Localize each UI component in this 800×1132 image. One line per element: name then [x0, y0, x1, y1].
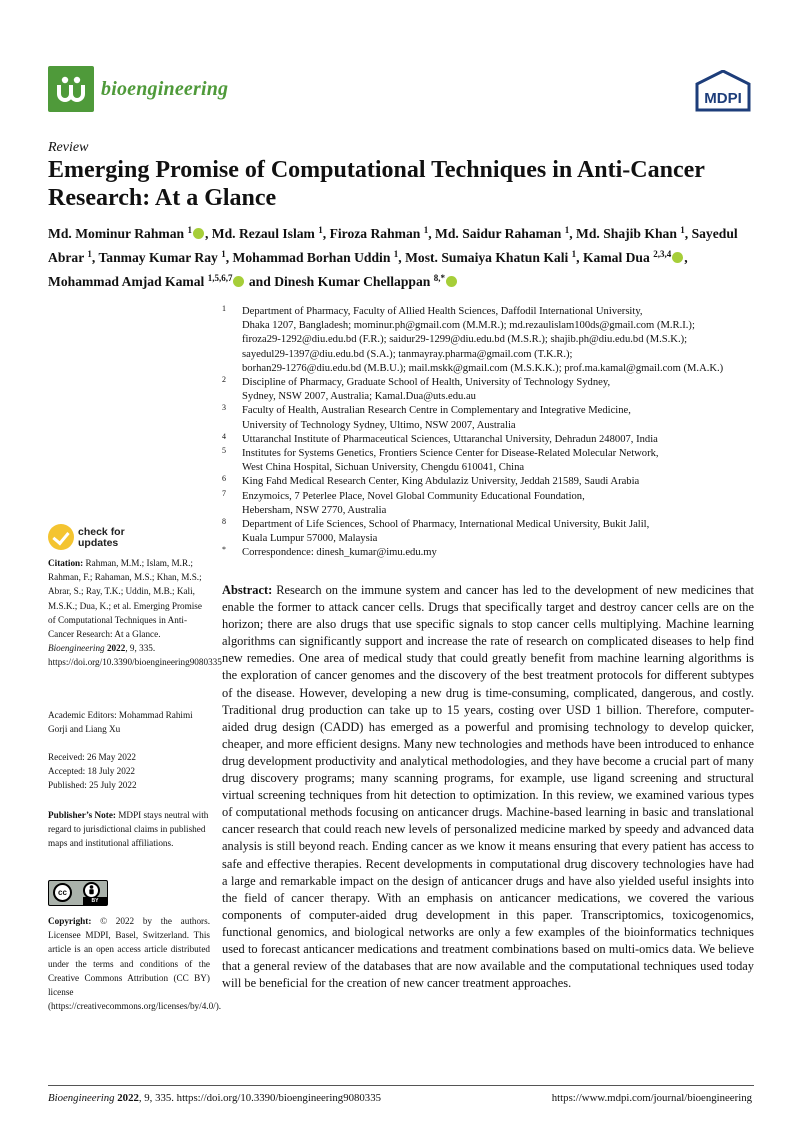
author-separator: , — [428, 226, 436, 241]
author-separator: and — [245, 274, 275, 289]
affiliation-line: Dhaka 1207, Bangladesh; mominur.ph@gmail.com (M.M.R.); md.rezaulislam100ds@gmail.com (M.R.I.); — [242, 320, 695, 332]
author-name: Md. Shajib Khan — [576, 226, 677, 241]
affiliation-line: King Fahd Medical Research Center, King Abdulaziz University, Jeddah 21589, Saudi Arabia — [242, 476, 640, 488]
check-updates-label: check for updates — [78, 526, 125, 549]
author-separator: , — [576, 250, 583, 265]
affiliation-number: 6 — [222, 474, 226, 484]
author-name: Mohammad Amjad Kamal — [48, 274, 205, 289]
affiliation-line: West China Hospital, Sichuan University, Chengdu 610041, China — [242, 462, 525, 474]
cc-icon: cc — [53, 883, 72, 902]
author-affiliation-sup: 1 — [187, 225, 192, 235]
footer-citation: Bioengineering 2022, 9, 335. https://doi.org/10.3390/bioengineering9080335 — [48, 1092, 381, 1104]
author-separator: , — [91, 250, 99, 265]
author-affiliation-sup: 1 — [680, 225, 685, 235]
author-affiliation-sup: 1 — [423, 225, 429, 235]
journal-name: bioengineering — [101, 78, 229, 100]
affiliation-item — [222, 546, 762, 560]
orcid-icon[interactable] — [193, 228, 204, 239]
author-name: Md. Rezaul Islam — [211, 226, 315, 241]
author-name: Mohammad Borhan Uddin — [232, 250, 391, 265]
affiliation-line: University of Technology Sydney, Ultimo, NSW 2007, Australia — [242, 419, 516, 431]
publisher-note: Publisher’s Note: MDPI stays neutral with regard to jurisdictional claims in published maps and institutional affiliations. — [48, 810, 209, 849]
affiliation-line: firoza29-1292@diu.edu.bd (F.R.); saidur29-1299@diu.edu.bd (M.S.R.); shajib.ph@diu.edu.bd (M.S.K.); — [242, 334, 688, 346]
published-date: Published: 25 July 2022 — [48, 780, 137, 791]
footer-divider — [48, 1085, 754, 1086]
received-date: Received: 26 May 2022 — [48, 752, 137, 762]
affiliation-line: Department of Pharmacy, Faculty of Allied Health Sciences, Daffodil International University, — [242, 306, 643, 317]
affiliation-number: 8 — [222, 517, 226, 527]
affiliation-line: Institutes for Systems Genetics, Frontiers Science Center for Disease-Related Molecular Network, — [242, 448, 659, 460]
author-name: Kamal Dua — [582, 250, 650, 265]
affiliation-number: 3 — [222, 403, 226, 413]
author-affiliation-sup: 2,3,4 — [653, 249, 672, 259]
author-affiliation-sup: 8,* — [433, 273, 445, 283]
affiliation-line: Discipline of Pharmacy, Graduate School of Health, University of Technology Sydney, — [242, 377, 611, 389]
affiliation-line: Department of Life Sciences, School of Pharmacy, International Medical University, Bukit Jalil, — [242, 519, 650, 531]
abstract-label: Abstract: — [222, 583, 273, 597]
affiliation-item — [222, 518, 762, 546]
affiliation-item — [222, 376, 762, 404]
author-affiliation-sup: 1 — [571, 249, 577, 259]
footer-journal-link[interactable]: https://www.mdpi.com/journal/bioengineering — [551, 1092, 752, 1104]
affiliation-line: Sydney, NSW 2007, Australia; Kamal.Dua@uts.edu.au — [242, 391, 476, 403]
orcid-icon[interactable] — [672, 252, 683, 263]
journal-logo-icon — [48, 66, 94, 112]
affiliation-number: * — [222, 545, 226, 555]
author-name: Most. Sumaiya Khatun Kali — [405, 250, 569, 265]
affiliation-line: Faculty of Health, Australian Research Centre in Complementary and Integrative Medicine, — [242, 405, 631, 417]
author-list — [48, 220, 754, 292]
checkmark-icon — [48, 524, 74, 550]
author-name: Firoza Rahman — [329, 226, 421, 241]
abstract — [222, 582, 754, 992]
affiliation-line: Hebersham, NSW 2770, Australia — [242, 504, 387, 516]
author-separator: , — [225, 250, 233, 265]
affiliation-item — [222, 490, 762, 518]
author-name: Dinesh Kumar Chellappan — [274, 274, 431, 289]
affiliation-number: 2 — [222, 375, 226, 385]
mdpi-logo-text: MDPI — [704, 90, 742, 107]
affiliation-item — [222, 433, 762, 447]
author-name: Md. Mominur Rahman — [48, 226, 185, 241]
affiliation-number: 7 — [222, 488, 226, 498]
academic-editors: Academic Editors: Mohammad Rahimi Gorji and Liang Xu — [48, 710, 193, 735]
author-name: Tanmay Kumar Ray — [98, 250, 218, 265]
article-type: Review — [48, 140, 89, 155]
affiliation-line: Kuala Lumpur 57000, Malaysia — [242, 533, 378, 545]
affiliation-line: Correspondence: dinesh_kumar@imu.edu.my — [242, 547, 437, 559]
author-affiliation-sup: 1 — [393, 249, 399, 259]
affiliation-number: 5 — [222, 446, 226, 456]
orcid-icon[interactable] — [446, 276, 457, 287]
affiliation-item — [222, 447, 762, 475]
publication-dates — [48, 750, 210, 793]
author-separator: , — [322, 226, 330, 241]
affiliation-number: 1 — [222, 304, 226, 313]
affiliation-item — [222, 475, 762, 489]
affiliation-line: sayedul29-1397@diu.edu.bd (S.A.); tanmayray.pharma@gmail.com (T.K.R.); — [242, 348, 573, 360]
citation: Citation: Rahman, M.M.; Islam, M.R.; Rahman, F.; Rahaman, M.S.; Khan, M.S.; Abrar, S.; Ray, T.K.; Uddin, M.B.; Kali, M.S.K.; Dua, K.; et al. Emerging Promise of Computational Techniques in Anti-Cancer Research: At a Glance. Bioengineering 2022, 9, 335. https://doi.org/10.3390/bioengineering9080335 — [48, 558, 222, 668]
author-affiliation-sup: 1 — [87, 249, 92, 259]
affiliation-line: Enzymoics, 7 Peterlee Place, Novel Global Community Educational Foundation, — [242, 490, 585, 502]
author-affiliation-sup: 1 — [564, 225, 570, 235]
by-label: BY — [83, 897, 107, 905]
author-name: Md. Saidur Rahaman — [435, 226, 562, 241]
affiliation-item — [222, 404, 762, 432]
affiliation-item — [222, 305, 762, 376]
check-for-updates-button[interactable] — [48, 524, 168, 554]
affiliation-number: 4 — [222, 431, 226, 441]
accepted-date: Accepted: 18 July 2022 — [48, 766, 136, 777]
affiliation-list — [222, 305, 762, 561]
copyright: Copyright: © 2022 by the authors. Licensee MDPI, Basel, Switzerland. This article is an open access article distributed under the terms and conditions of the Creative Commons Attribution (CC BY) license (https://creativecommons.org/licenses/by/4.0/). — [48, 916, 222, 1012]
mdpi-logo-icon — [694, 70, 752, 114]
abstract-text: Research on the immune system and cancer has led to the development of new medicines that enable the former to attack cancer cells. Drugs that specifically target and destroy cancer cells are on the horizon; there are also drugs that use specific signals to stop cancer cells multiplying. Machine learning algorithms can significantly support and increase the rate of research on complicated diseases to help find new remedies. One area of medical study that could greatly benefit from machine learning algorithms is the exploration of cancer genomes and the discovery of the best treatment protocols for different subtypes of the disease. However, developing a new drug is time-consuming, complicated, dangerous, and costly. Traditional drug production can take up to 15 years, costing over USD 1 billion. Therefore, computer-aided drug design (CADD) has emerged as a powerful and promising technology to develop quicker, cheaper, and more efficient designs. Many new technologies and methods have been introduced to enhance drug development productivity and analytical methodologies, and they have become a crucial part of many drug discovery programs; many scanning programs, for example, use ligand screening and structural virtual screening techniques from hit detection to optimization. In this review, we examined various types of computational methods focusing on anticancer drugs. Machine-based learning in basic and translational cancer research that could reach new levels of personalized medicine marked by speedy and advanced data analysis is still beyond reach. Ending cancer as we know it means ensuring that every patient has access to safe and effective therapies. Recent developments in computational drug discovery technologies have had a large and remarkable impact on the design of anticancer drugs and have also yielded useful insights into the field of cancer therapy. With an emphasis on anticancer medications, we covered the various components of computer-aided drug development in this paper. Transcriptomics, toxicogenomics, functional genomics, and biological networks are only a few examples of the bioinformatics techniques used to forecast anticancer medications and treatment combinations based on multi-omics data. We believe that a general review of the databases that are now available and the computational techniques used today will be beneficial for the creation of new cancer treatment approaches. — [222, 583, 754, 991]
affiliation-line: borhan29-1276@diu.edu.bd (M.B.U.); mail.mskk@gmail.com (M.S.K.K.); prof.ma.kamal@gmail.com (M.A.K.) — [242, 362, 724, 374]
author-affiliation-sup: 1,5,6,7 — [207, 273, 233, 283]
author-separator: , — [398, 250, 406, 265]
author-separator: , — [684, 226, 692, 241]
author-separator: , — [684, 250, 688, 265]
author-affiliation-sup: 1 — [318, 225, 323, 235]
orcid-icon[interactable] — [233, 276, 244, 287]
author-separator: , — [204, 226, 212, 241]
cc-by-license-icon[interactable] — [48, 880, 108, 906]
affiliation-line: Uttaranchal Institute of Pharmaceutical Sciences, Uttaranchal University, Dehradun 248007, India — [242, 433, 658, 445]
author-name: Sayedul Abrar — [48, 226, 738, 265]
author-separator: , — [569, 226, 577, 241]
author-affiliation-sup: 1 — [221, 249, 226, 259]
article-title: Emerging Promise of Computational Techniques in Anti-Cancer Research: At a Glance — [48, 157, 705, 211]
